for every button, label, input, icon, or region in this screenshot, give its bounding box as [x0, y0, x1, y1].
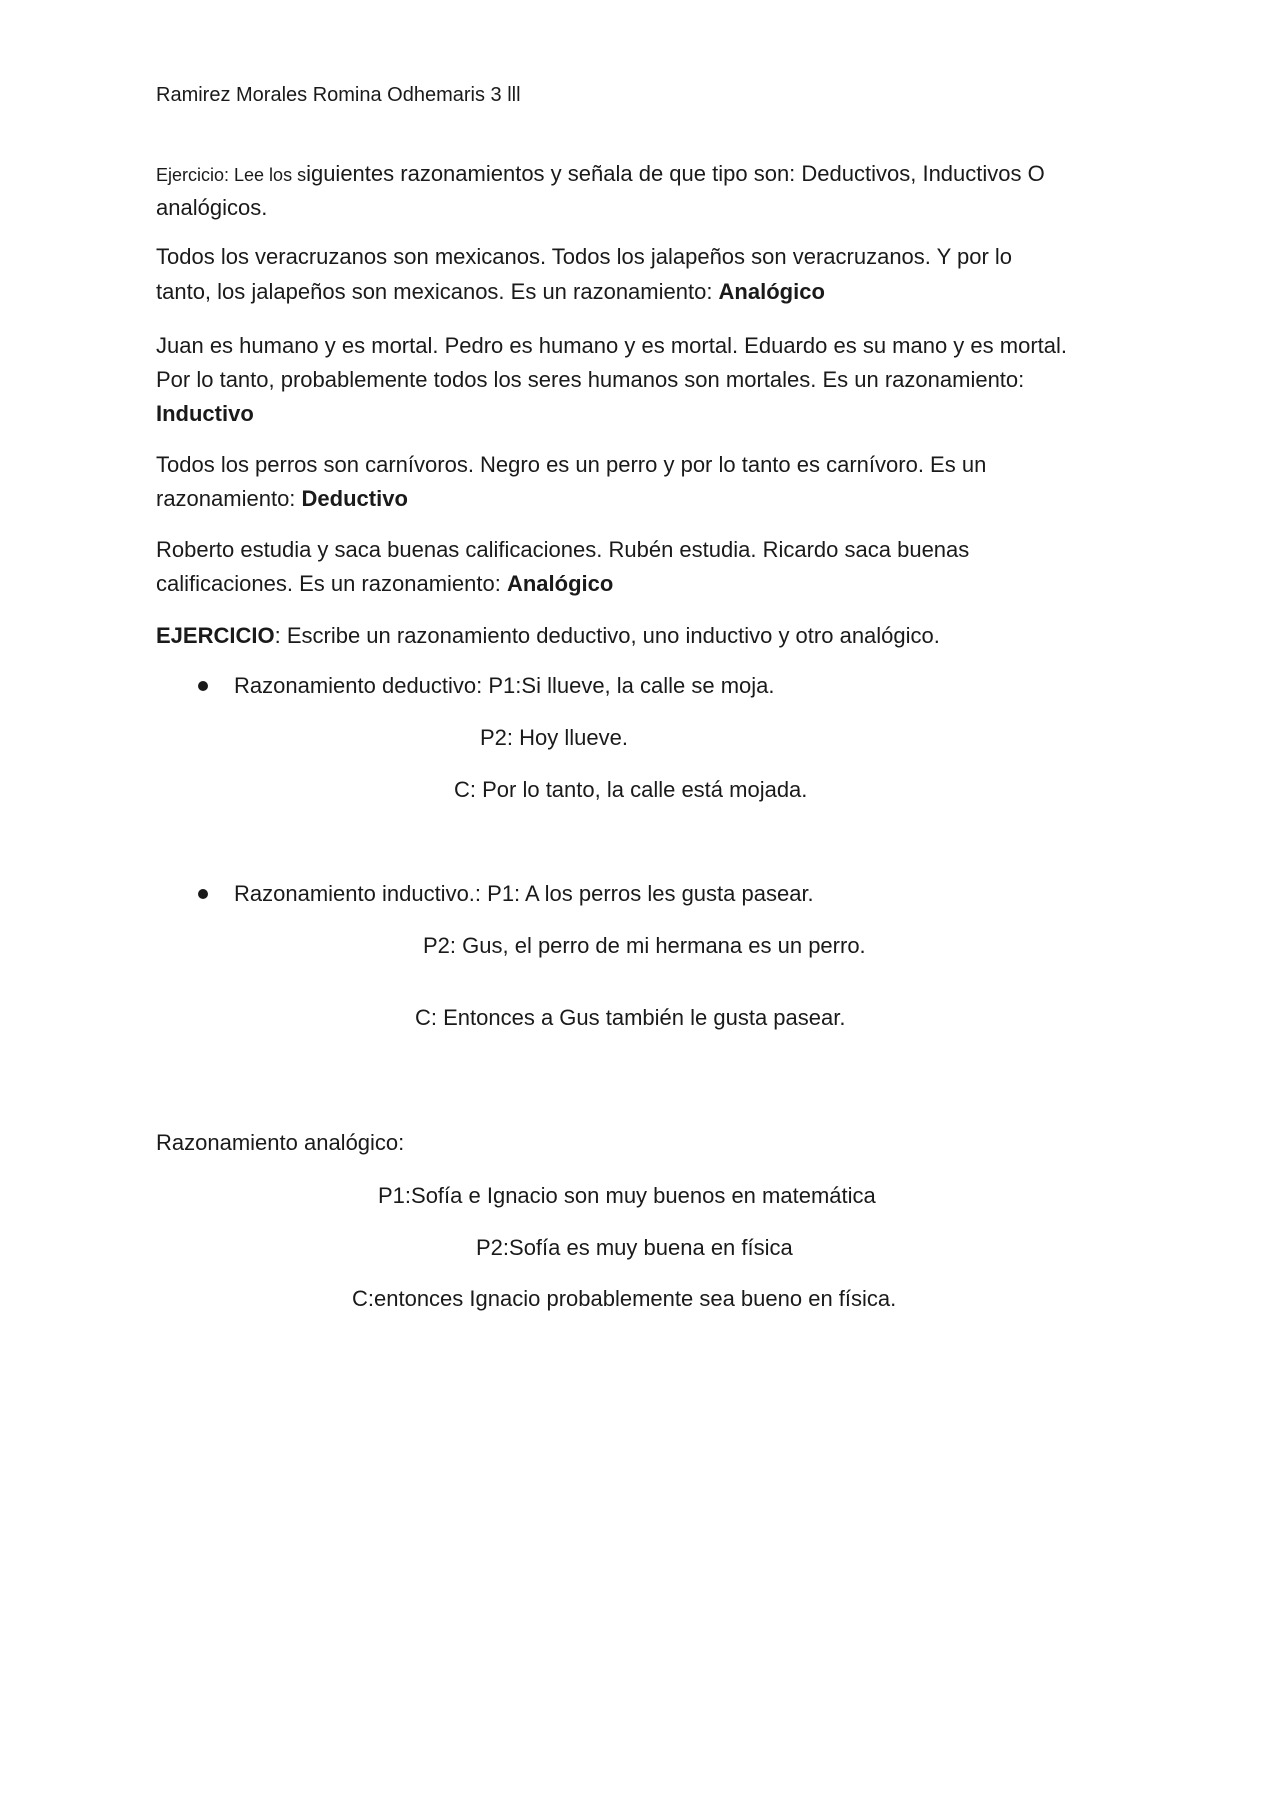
item1-line2	[156, 275, 825, 309]
item4-answer: Analógico	[506, 571, 614, 596]
item2-answer	[156, 397, 254, 431]
item4-line2-text: calificaciones. Es un razonamiento:	[156, 571, 507, 596]
exercise1-intro-line1	[156, 157, 1045, 192]
student-name: Ramirez Morales Romina Odhemaris 3 lll	[156, 84, 521, 106]
item1-line2-text: tanto, los jalapeños son mexicanos. Es un razonamiento:	[156, 279, 719, 304]
item2-line2: Por lo tanto, probablemente todos los seres humanos son mortales. Es un razonamiento:	[156, 367, 1025, 392]
item1-answer: Analógico	[718, 279, 825, 304]
item1-line1: Todos los veracruzanos son mexicanos. Todos los jalapeños son veracruzanos. Y por lo	[156, 244, 1013, 269]
inductive-conclusion: C: Entonces a Gus también le gusta pasear.	[415, 1005, 846, 1030]
exercise2-label: EJERCICIO	[156, 623, 275, 648]
item4-line1: Roberto estudia y saca buenas calificaciones. Rubén estudia. Ricardo saca buenas	[156, 537, 970, 562]
inductive-p2: P2: Gus, el perro de mi hermana es un perro.	[423, 933, 866, 958]
exercise2-instruction-text: : Escribe un razonamiento deductivo, uno inductivo y otro analógico.	[274, 623, 940, 648]
analogical-conclusion: C:entonces Ignacio probablemente sea bueno en física.	[352, 1286, 897, 1311]
analogical-p1: P1:Sofía e Ignacio son muy buenos en matemática	[378, 1183, 876, 1208]
analogical-p2: P2:Sofía es muy buena en física	[476, 1235, 793, 1260]
item2-line1: Juan es humano y es mortal. Pedro es humano y es mortal. Eduardo es su mano y es mortal.	[156, 333, 1068, 358]
deductive-intro: Razonamiento deductivo: P1:Si llueve, la calle se moja.	[234, 673, 775, 698]
bullet-deductive	[198, 681, 208, 691]
item2-answer-text: Inductivo	[156, 401, 254, 426]
exercise1-intro-line2: analógicos.	[156, 195, 268, 220]
inductive-intro: Razonamiento inductivo.: P1: A los perros les gusta pasear.	[234, 881, 814, 906]
exercise1-intro-rest: iguientes razonamientos y señala de que tipo son: Deductivos, Inductivos O	[306, 161, 1045, 186]
item4-line2	[156, 567, 613, 601]
deductive-conclusion: C: Por lo tanto, la calle está mojada.	[454, 777, 808, 802]
bullet-inductive	[198, 889, 208, 899]
item3-answer: Deductivo	[301, 486, 408, 511]
exercise2-instruction	[156, 619, 940, 653]
deductive-p2: P2: Hoy llueve.	[480, 725, 628, 750]
item3-line2-text: razonamiento:	[156, 486, 302, 511]
analogical-intro: Razonamiento analógico:	[156, 1130, 405, 1155]
exercise1-intro-small: Ejercicio: Lee los s	[156, 165, 307, 185]
item3-line1: Todos los perros son carnívoros. Negro es un perro y por lo tanto es carnívoro. Es un	[156, 452, 987, 477]
item3-line2	[156, 482, 408, 516]
